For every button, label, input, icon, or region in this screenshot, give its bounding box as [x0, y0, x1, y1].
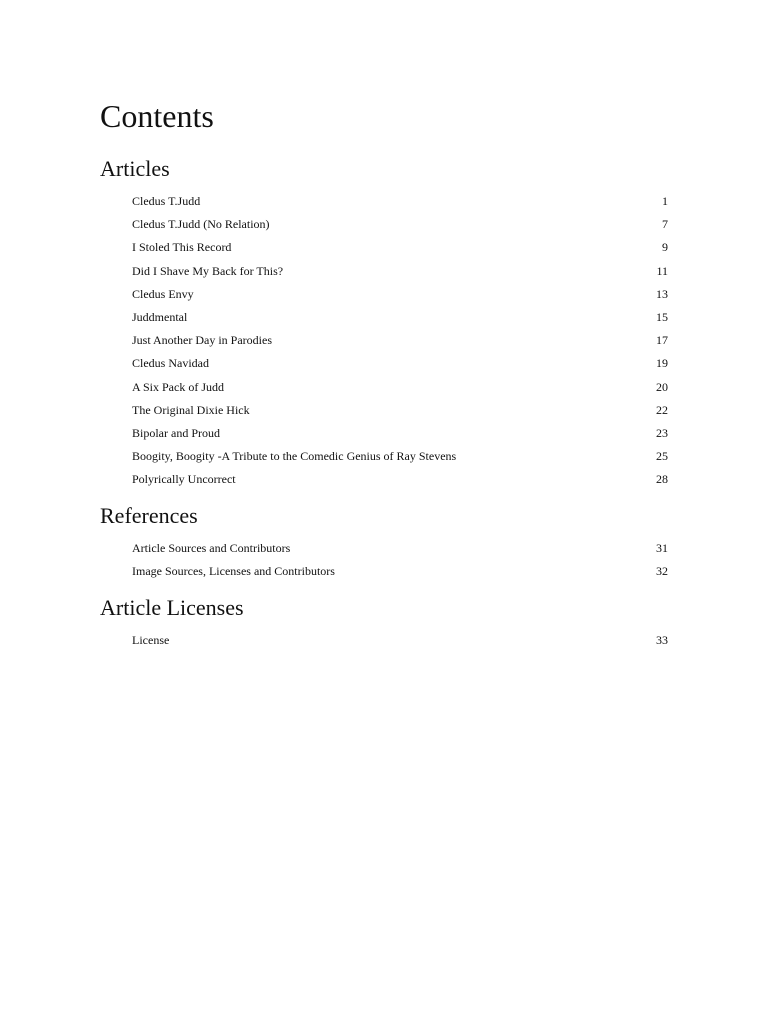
toc-entry-label: Did I Shave My Back for This?	[132, 263, 284, 278]
toc-entry[interactable]	[132, 401, 668, 419]
toc-entry-label: Just Another Day in Parodies	[132, 333, 272, 348]
toc-entry-page-number: 28	[656, 472, 668, 487]
toc-entry[interactable]	[132, 285, 668, 303]
toc-entry[interactable]	[132, 631, 668, 649]
toc-entry-label: I Stoled This Record	[132, 240, 232, 255]
toc-entry-label: Boogity, Boogity -A Tribute to the Comedic Genius of Ray Stevens	[132, 449, 457, 464]
toc-entry[interactable]	[132, 424, 668, 442]
toc-entry[interactable]	[132, 539, 668, 557]
toc-entry-page-number: 25	[656, 449, 668, 464]
toc-entry[interactable]	[132, 262, 668, 280]
toc-entry[interactable]	[132, 447, 668, 465]
toc-entry-label: Juddmental	[132, 310, 188, 324]
toc-entry-page-number: 1	[662, 194, 668, 208]
toc-entry-label: Bipolar and Proud	[132, 426, 220, 440]
toc-entry-label: Cledus Envy	[132, 286, 194, 301]
section-heading: Articles	[100, 156, 170, 181]
toc-entry-page-number: 15	[656, 310, 668, 324]
toc-entry[interactable]	[132, 354, 668, 372]
toc-entry-page-number: 23	[656, 426, 668, 440]
toc-entry-page-number: 19	[656, 356, 668, 371]
toc-entry-page-number: 7	[662, 217, 668, 232]
toc-entry[interactable]	[132, 308, 668, 326]
toc-entry[interactable]	[132, 331, 668, 349]
toc-entry-label: Cledus Navidad	[132, 356, 209, 371]
toc-entry-page-number: 22	[656, 402, 668, 417]
toc-entry-label: License	[132, 633, 170, 647]
toc-entry-page-number: 33	[656, 633, 668, 647]
toc-entry-label: Image Sources, Licenses and Contributors	[132, 564, 335, 579]
section-heading: Article Licenses	[100, 595, 244, 620]
toc-entry-page-number: 9	[662, 240, 668, 255]
toc-entry[interactable]	[132, 192, 668, 210]
toc-entry-page-number: 20	[656, 379, 668, 394]
toc-entry[interactable]	[132, 215, 668, 233]
toc-entry[interactable]	[132, 470, 668, 488]
toc-entry-label: Cledus T.Judd	[132, 194, 201, 208]
toc-entry-page-number: 13	[656, 286, 668, 301]
toc-entry-page-number: 11	[656, 263, 668, 278]
toc-entry[interactable]	[132, 378, 668, 396]
toc-entry-label: The Original Dixie Hick	[132, 402, 250, 417]
toc-entry-label: Cledus T.Judd (No Relation)	[132, 217, 270, 232]
toc-entry-page-number: 31	[656, 541, 668, 555]
toc-entry-label: Polyrically Uncorrect	[132, 472, 236, 487]
toc-entry-label: A Six Pack of Judd	[132, 379, 225, 394]
toc-entry-page-number: 32	[656, 564, 668, 579]
section-heading: References	[100, 503, 198, 528]
toc-entry-page-number: 17	[656, 333, 668, 348]
page-title: Contents	[100, 98, 214, 134]
toc-entry-label: Article Sources and Contributors	[132, 541, 291, 555]
toc-entry[interactable]	[132, 238, 668, 256]
toc-entry[interactable]	[132, 562, 668, 580]
